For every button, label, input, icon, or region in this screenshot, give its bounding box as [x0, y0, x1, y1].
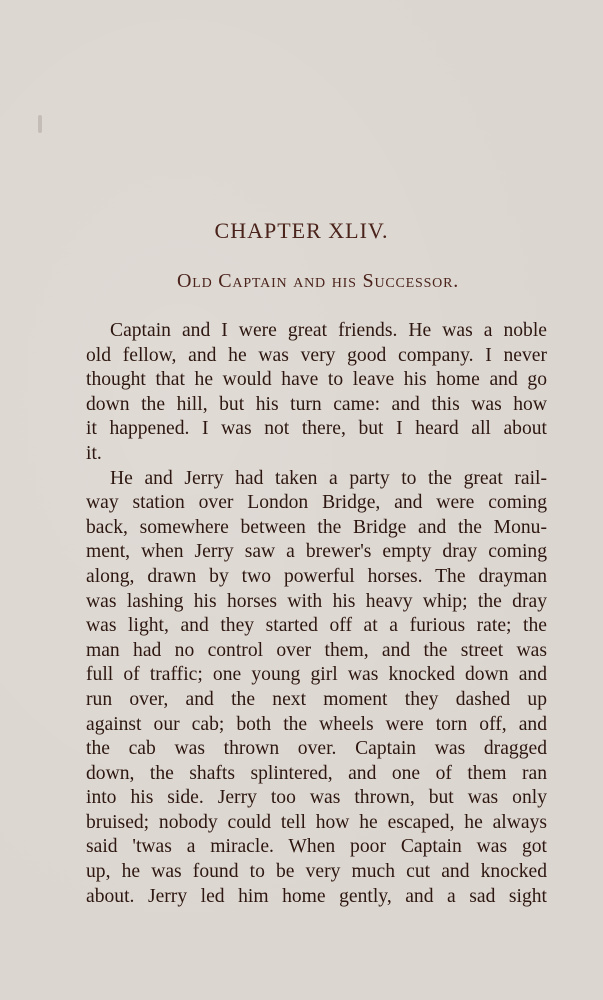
text-line: against our cab; both the wheels were torn off, and	[86, 713, 547, 735]
text-line: it happened. I was not there, but I heard all about	[86, 418, 547, 440]
text-line: along, drawn by two powerful horses. The drayman	[86, 565, 547, 587]
page-blemish	[38, 115, 42, 133]
text-line: the cab was thrown over. Captain was dragged	[86, 738, 547, 760]
chapter-subtitle: Old Captain and his Successor.	[176, 270, 460, 292]
text-line: thought that he would have to leave his home and go	[86, 369, 547, 391]
text-line: Captain and I were great friends. He was a noble	[110, 320, 547, 341]
text-line: about. Jerry led him home gently, and a sad sight	[86, 885, 547, 907]
text-line: bruised; nobody could tell how he escaped, he always	[86, 811, 547, 833]
text-line: full of traffic; one young girl was knocked down and	[86, 664, 547, 686]
text-line: run over, and the next moment they dashed up	[86, 688, 547, 710]
text-line: old fellow, and he was very good company. I never	[86, 344, 547, 366]
text-line: into his side. Jerry too was thrown, but was only	[86, 787, 547, 809]
text-line: was lashing his horses with his heavy whip; the dray	[86, 590, 547, 612]
text-line: said 'twas a miracle. When poor Captain was got	[86, 836, 547, 858]
chapter-title: CHAPTER XLIV.	[214, 218, 389, 243]
text-line: was light, and they started off at a furious rate; the	[86, 615, 547, 637]
text-line: ment, when Jerry saw a brewer's empty dray coming	[86, 541, 547, 563]
text-line: way station over London Bridge, and were coming	[86, 492, 547, 514]
chapter-body	[86, 319, 547, 909]
text-line: down the hill, but his turn came: and this was how	[86, 393, 547, 415]
text-line: down, the shafts splintered, and one of them ran	[86, 762, 547, 784]
text-line: man had no control over them, and the street was	[86, 639, 547, 661]
text-line: back, somewhere between the Bridge and the Monu-	[86, 516, 547, 538]
text-line: up, he was found to be very much cut and knocked	[86, 861, 547, 883]
text-line: He and Jerry had taken a party to the great rail-	[110, 467, 547, 489]
text-line: it.	[86, 442, 102, 464]
